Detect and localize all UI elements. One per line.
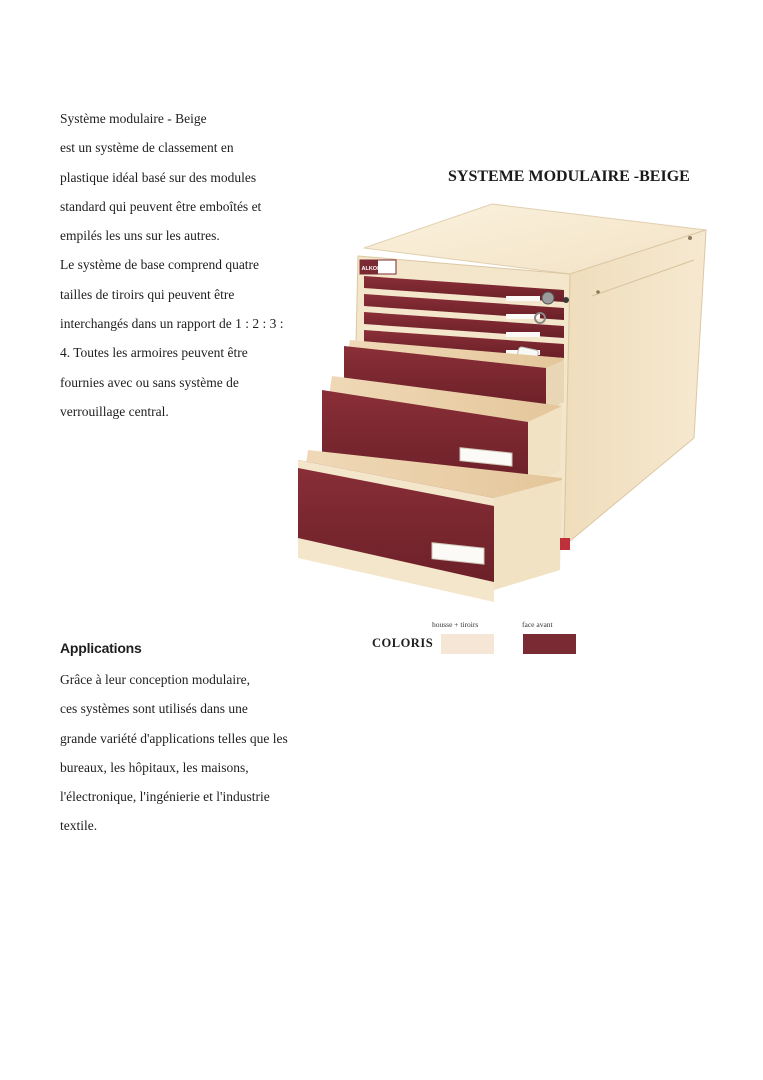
brand-label-text: ALKON bbox=[361, 266, 382, 272]
swatch-caption-housing: housse + tiroirs bbox=[432, 620, 479, 629]
intro-line: est un système de classement en bbox=[60, 140, 234, 156]
applications-line: ces systèmes sont utilisés dans une bbox=[60, 701, 248, 717]
lock-icon bbox=[542, 292, 554, 304]
intro-line: 4. Toutes les armoires peuvent être bbox=[60, 345, 248, 361]
drawer-label bbox=[506, 296, 540, 301]
intro-line: plastique idéal basé sur des modules bbox=[60, 169, 257, 185]
drawer-label bbox=[506, 332, 540, 337]
intro-paragraph bbox=[60, 104, 330, 426]
applications-line: textile. bbox=[60, 818, 98, 834]
coloris-label: COLORIS bbox=[372, 636, 434, 650]
intro-line: Le système de base comprend quatre bbox=[60, 257, 260, 273]
swatch-housing-color bbox=[441, 634, 494, 654]
beige-drawer-cabinet-image bbox=[292, 198, 712, 610]
intro-line: Système modulaire - Beige bbox=[60, 111, 207, 126]
product-title: SYSTEME MODULAIRE -BEIGE bbox=[448, 168, 690, 185]
intro-line: verrouillage central. bbox=[60, 403, 169, 419]
intro-line: tailles de tiroirs qui peuvent être bbox=[60, 286, 235, 302]
applications-heading: Applications bbox=[60, 640, 142, 656]
applications-paragraph bbox=[60, 665, 330, 841]
intro-line: fournies avec ou sans système de bbox=[60, 374, 239, 390]
applications-line: l'électronique, l'ingénierie et l'industrie bbox=[60, 789, 270, 805]
intro-line: standard qui peuvent être emboîtés et bbox=[60, 198, 262, 214]
intro-line: empilés les uns sur les autres. bbox=[60, 228, 220, 244]
applications-line: bureaux, les hôpitaux, les maisons, bbox=[60, 759, 249, 775]
cabinet-side bbox=[564, 230, 706, 546]
intro-line: interchangés dans un rapport de 1 : 2 : 3 : bbox=[60, 316, 284, 332]
applications-line: Grâce à leur conception modulaire, bbox=[60, 672, 251, 687]
swatch-front-color bbox=[523, 634, 576, 654]
applications-line: grande variété d'applications telles que les bbox=[60, 730, 288, 746]
swatch-caption-front: face avant bbox=[522, 620, 553, 629]
